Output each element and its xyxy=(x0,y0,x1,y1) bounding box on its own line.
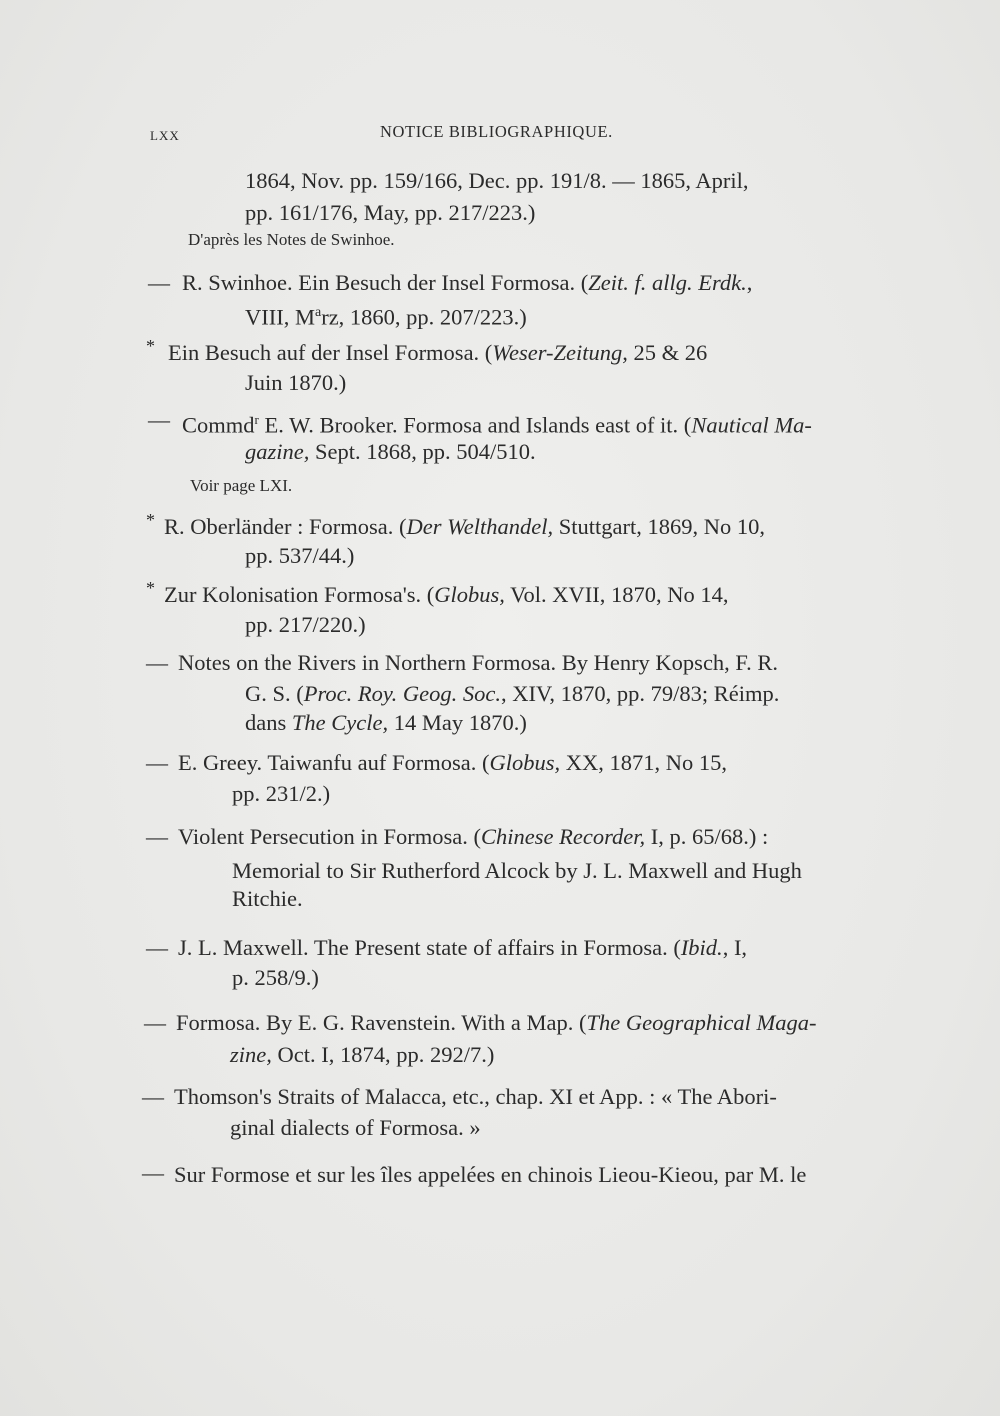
entry-line: Memorial to Sir Rutherford Alcock by J. L. Maxwell and Hugh xyxy=(232,858,802,883)
entry-line: VIII, $M^arz$, 1860, pp. 207/223.) xyxy=(245,304,527,330)
entry-line: pp. 537/44.) xyxy=(245,543,355,568)
bibliography-entry: Zur Kolonisation Formosa's. (Globus, Vol. XVII, 1870, No 14, xyxy=(164,582,729,607)
entry-line: Ritchie. xyxy=(232,886,303,911)
entry-line: zine, Oct. I, 1874, pp. 292/7.) xyxy=(230,1042,495,1067)
entry-dash: — xyxy=(146,935,168,960)
bibliography-entry: R. Swinhoe. Ein Besuch der Insel Formosa. (Zeit. f. allg. Erdk., xyxy=(182,270,753,295)
bibliography-entry: Sur Formose et sur les îles appelées en chinois Lieou-Kieou, par M. le xyxy=(174,1162,807,1187)
entry-dash: — xyxy=(144,1010,166,1035)
entry-note: D'après les Notes de Swinhoe. xyxy=(188,230,395,249)
entry-line: 1864, Nov. pp. 159/166, Dec. pp. 191/8. — 1865, April, xyxy=(245,168,749,193)
bibliography-entry: Formosa. By E. G. Ravenstein. With a Map. (The Geographical Maga- xyxy=(176,1010,817,1035)
page-header xyxy=(0,122,1000,152)
entry-line: dans The Cycle, 14 May 1870.) xyxy=(245,710,527,735)
entry-asterisk: * xyxy=(146,510,155,530)
entry-note: Voir page LXI. xyxy=(190,476,293,495)
bibliography-entry: Thomson's Straits of Malacca, etc., chap. XI et App. : « The Abori- xyxy=(174,1084,777,1109)
entry-dash: — xyxy=(142,1084,164,1109)
entry-dash: — xyxy=(146,750,168,775)
entry-dash: — xyxy=(146,650,168,675)
entry-line: gazine, Sept. 1868, pp. 504/510. xyxy=(245,439,536,464)
entry-dash: — xyxy=(142,1160,164,1185)
entry-line: p. 258/9.) xyxy=(232,965,319,990)
running-title: NOTICE BIBLIOGRAPHIQUE. xyxy=(380,122,613,141)
entry-asterisk: * xyxy=(146,336,155,356)
entry-line: Juin 1870.) xyxy=(245,370,347,395)
bibliography-entry: R. Oberländer : Formosa. (Der Welthandel, Stuttgart, 1869, No 10, xyxy=(164,514,765,539)
entry-asterisk: * xyxy=(146,578,155,598)
page-number: LXX xyxy=(150,128,180,143)
entry-line: pp. 231/2.) xyxy=(232,781,331,806)
entry-line: G. S. (Proc. Roy. Geog. Soc., XIV, 1870, pp. 79/83; Réimp. xyxy=(245,681,780,706)
entry-line: ginal dialects of Formosa. » xyxy=(230,1115,481,1140)
entry-dash: — xyxy=(146,824,168,849)
bibliography-entry: Commd$^r$ E. W. Brooker. Formosa and Islands east of it. (Nautical Ma- xyxy=(182,412,812,438)
bibliography-entry: J. L. Maxwell. The Present state of affairs in Formosa. (Ibid., I, xyxy=(178,935,748,960)
bibliography-entry: Violent Persecution in Formosa. (Chinese Recorder, I, p. 65/68.) : xyxy=(178,824,769,849)
entry-line: pp. 161/176, May, pp. 217/223.) xyxy=(245,200,536,225)
entry-dash: — xyxy=(148,270,170,295)
entry-dash: — xyxy=(148,407,170,432)
bibliography-entry: Notes on the Rivers in Northern Formosa. By Henry Kopsch, F. R. xyxy=(178,650,779,675)
bibliography-entry: E. Greey. Taiwanfu auf Formosa. (Globus, XX, 1871, No 15, xyxy=(178,750,727,775)
entry-line: pp. 217/220.) xyxy=(245,612,366,637)
bibliography-entry: Ein Besuch auf der Insel Formosa. (Weser-Zeitung, 25 & 26 xyxy=(168,340,708,365)
